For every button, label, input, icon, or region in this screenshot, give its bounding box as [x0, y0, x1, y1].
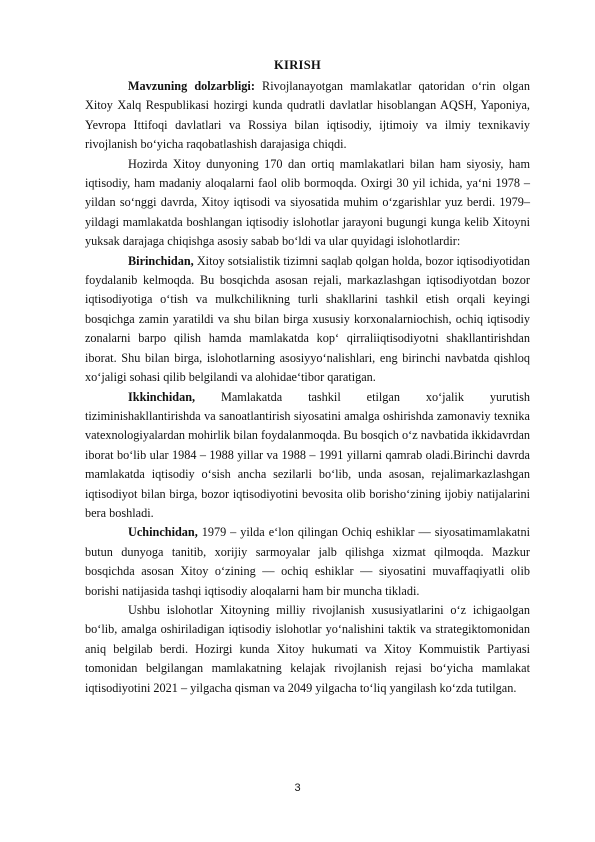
paragraph-ikkinchidan [85, 388, 530, 524]
paragraph-text: Mamlakatda tashkil etilgan xo‘jalik yurutish tiziminishakllantirishda va sanoatlantirish siyosatini amalga oshirishda zamonaviy texnika vatexnologiyalardan mohirlik bilan foydalanmoqda. Bu bosqich o‘z navbatida ikkidavrdan iborat bo‘lib ular 1984 – 1988 yillar va 1988 – 1991 yillarni qamrab oladi.Birinchi davrda mamlakatda iqtisodiy o‘sish ancha sezilarli bo‘lib, unda asosan, rejalimarkazlashgan iqtisodiyot bilan birga, bozor iqtisodiyotini bevosita olib borisho‘zining ijobiy natijalarini bera boshladi. [85, 389, 530, 520]
paragraph-dolzarbligi [85, 77, 530, 155]
paragraph-text: Rivojlanayotgan mamlakatlar qatoridan o‘rin olgan Xitoy Xalq Respublikasi hozirgi kunda qudratli davlatlar hisoblangan AQSH, Yaponiya, Yevropa Ittifoqi davlatlari va Rossiya bilan iqtisodiy, ijtimoiy va ilmiy texnikaviy rivojlanish bo‘yicha raqobatlashish darajasiga chiqdi. [85, 79, 530, 152]
paragraph-uchinchidan [85, 523, 530, 601]
paragraph-ushbu [85, 601, 530, 698]
paragraph-lead: Mavzuning dolzarbligi: [128, 79, 255, 93]
page-title: KIRISH [274, 58, 321, 72]
paragraph-lead: Uchinchidan, [128, 525, 198, 540]
page-number: 3 [294, 782, 301, 794]
paragraph-hozirda [85, 155, 530, 252]
paragraph-lead: Birinchidan, [128, 253, 194, 268]
document-body [85, 77, 530, 698]
paragraph-text: 1979 – yilda e‘lon qilingan Ochiq eshiklar — siyosatimamlakatni butun dunyoga tanitib, xorijiy sarmoyalar jalb qilishga xizmat qilmoqda. Mazkur bosqichda asosan Xitoy o‘zining — ochiq eshiklar — siyosatini muvaffaqiyatli olib borishi natijasida tashqi iqtisodiy aloqalarni ham bir muncha tikladi. [85, 525, 530, 598]
paragraph-text: Ushbu islohotlar Xitoyning milliy rivojlanish xususiyatlarini o‘z ichigaolgan bo‘lib, amalga oshiriladigan iqtisodiy islohotlar yo‘nalishini taktik va strategiktomonidan aniq belgilab berdi. Hozirgi kunda Xitoy hukumati va Xitoy Kommuistik Partiyasi tomonidan belgilangan mamlakatning kelajak rivojlanish rejasi bo‘yicha mamlakat iqtisodiyotini 2021 – yilgacha qisman va 2049 yilgacha to‘liq yangilash ko‘zda tutilgan. [85, 602, 530, 695]
paragraph-lead: Ikkinchidan, [128, 389, 196, 404]
paragraph-birinchidan [85, 252, 530, 388]
paragraph-text: Hozirda Xitoy dunyoning 170 dan ortiq mamlakatlari bilan ham siyosiy, ham iqtisodiy, ham madaniy aloqalarni faol olib bormoqda. Oxirgi 30 yil ichida, ya‘ni 1978 – yildan so‘nggi davrda, Xitoy iqtisodi va siyosatida muhim o‘zgarishlar yuz berdi. 1979–yildagi mamlakatda boshlangan iqtisodiy islohotlar jarayoni bugungi kunga kelib Xitoyni yuksak darajaga chiqishga asosiy sabab bo‘ldi va ular quyidagi islohotlardir: [85, 156, 530, 249]
paragraph-text: Xitoy sotsialistik tizimni saqlab qolgan holda, bozor iqtisodiyotidan foydalanib kelmoqda. Bu bosqichda asosan rejali, markazlashgan iqtisodiyotdan bozor iqtisodiyotiga o‘tish va mulkchilikning turli shakllarini tashkil etish orqali keyingi bosqichga zamin yaratildi va shu bilan birga xususiy korxonalarniochish, ochiq iqtisodiy zonalarni barpo qilish hamda mamlakatda kop‘ qirraliiqtisodiyotni shakllantirishdan iborat. Shu bilan birga, islohotlarning asosiyyo‘nalishlari, eng birinchi navbatda qishloq xo‘jaligi sohasi qilib belgilandi va alohidae‘tibor qaratigan. [85, 253, 530, 385]
